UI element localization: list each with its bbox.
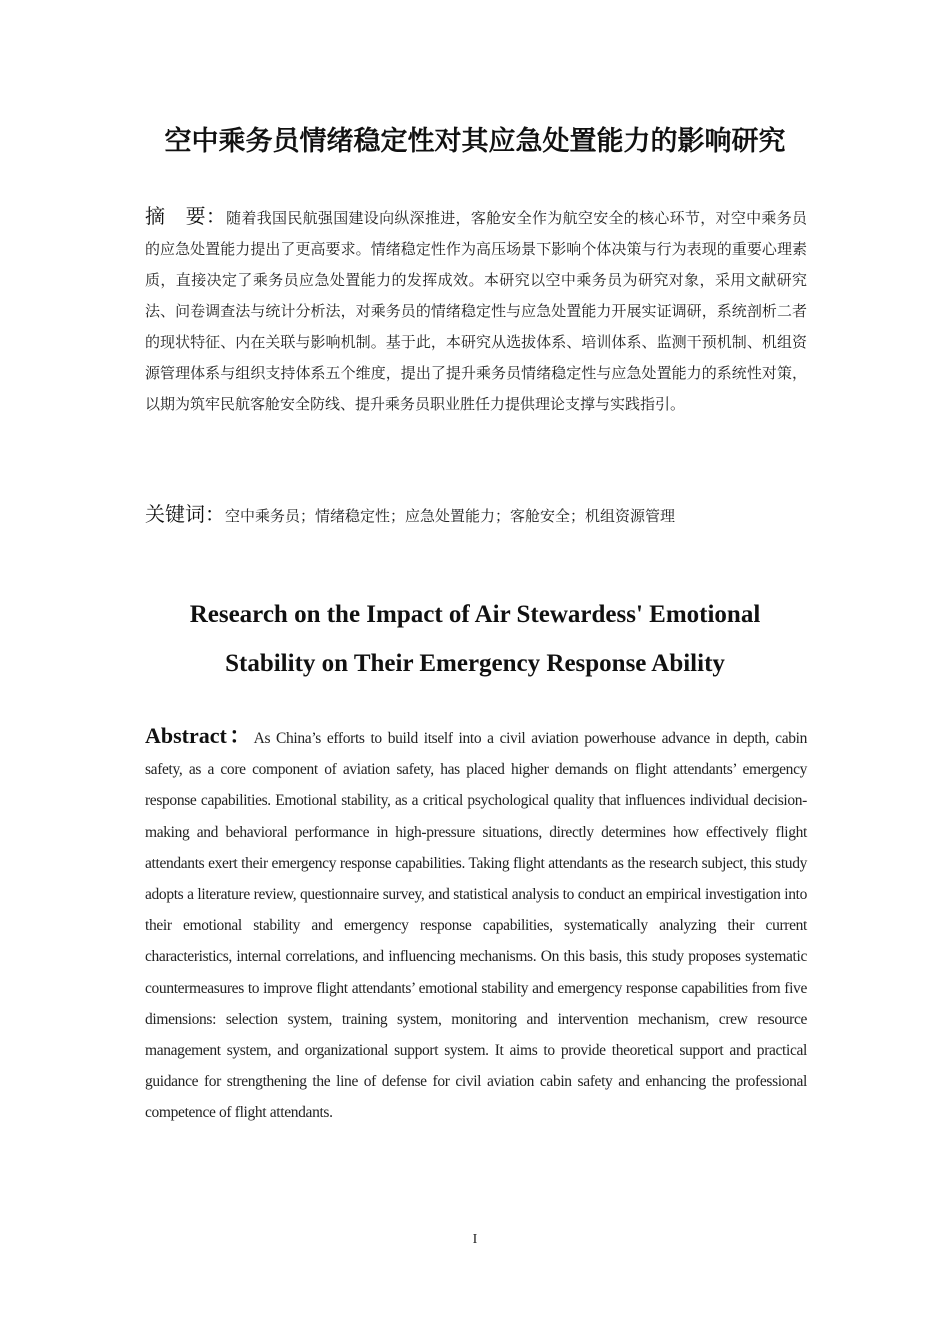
chinese-keywords-text: 空中乘务员；情绪稳定性；应急处置能力；客舱安全；机组资源管理: [225, 507, 676, 525]
chinese-abstract-label: 摘 要：: [145, 204, 227, 228]
chinese-abstract: [145, 201, 807, 420]
chinese-title: 空中乘务员情绪稳定性对其应急处置能力的影响研究: [164, 126, 786, 157]
page-number: I: [472, 1232, 478, 1247]
english-title: [0, 590, 950, 688]
chinese-keywords: [145, 497, 807, 533]
chinese-keywords-label: 关键词：: [145, 502, 225, 526]
english-abstract: [145, 720, 807, 1129]
english-title-line-1: Research on the Impact of Air Stewardess' Emotional: [189, 601, 761, 628]
english-abstract-text: As China’s efforts to build itself into a civil aviation powerhouse advance in depth, cabin safety, as a core component of aviation safety, has placed higher demands on flight attendants’ emergency response capabilities. Emotional stability, as a critical psychological quality that influences individual decision-making and behavioral performance in high-pressure situations, directly determines how effectively flight attendants exert their emergency response capabilities. Taking flight attendants as the research subject, this study adopts a literature review, questionnaire survey, and statistical analysis to conduct an empirical investigation into their emotional stability and emergency response capabilities, systematically analyzing their current characteristics, internal correlations, and influencing mechanisms. On this basis, this study proposes systematic countermeasures to improve flight attendants’ emotional stability and emergency response capabilities from five dimensions: selection system, training system, monitoring and intervention mechanism, crew resource management system, and organizational support system. It aims to provide theoretical support and practical guidance for strengthening the line of defense for civil aviation cabin safety and enhancing the professional competence of flight attendants.: [145, 730, 807, 1122]
english-abstract-label: Abstract：: [145, 723, 254, 748]
chinese-abstract-text: 随着我国民航强国建设向纵深推进，客舱安全作为航空安全的核心环节，对空中乘务员的应急处置能力提出了更高要求。情绪稳定性作为高压场景下影响个体决策与行为表现的重要心理素质，直接决定了乘务员应急处置能力的发挥成效。本研究以空中乘务员为研究对象，采用文献研究法、问卷调查法与统计分析法，对乘务员的情绪稳定性与应急处置能力开展实证调研，系统剖析二者的现状特征、内在关联与影响机制。基于此，本研究从选拔体系、培训体系、监测干预机制、机组资源管理体系与组织支持体系五个维度，提出了提升乘务员情绪稳定性与应急处置能力的系统性对策，以期为筑牢民航客舱安全防线、提升乘务员职业胜任力提供理论支撑与实践指引。: [145, 209, 807, 413]
english-title-line-2: Stability on Their Emergency Response Ability: [225, 650, 725, 677]
